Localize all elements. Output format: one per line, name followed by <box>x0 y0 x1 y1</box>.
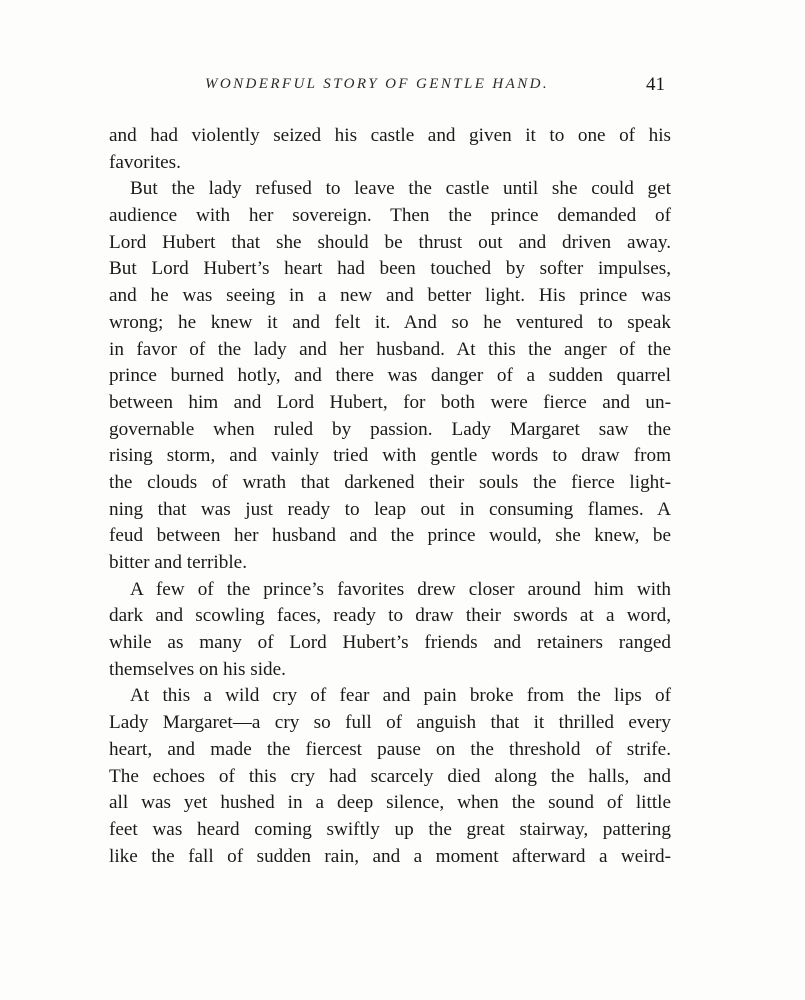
text-line: in favor of the lady and her husband. At this the anger of the <box>109 338 671 360</box>
running-head: WONDERFUL STORY OF GENTLE HAND. <box>205 76 550 92</box>
text-line: At this a wild cry of fear and pain broke from the lips of <box>130 685 671 707</box>
text-line: feet was heard coming swiftly up the great stairway, pattering <box>109 818 671 840</box>
text-line: ning that was just ready to leap out in consuming flames. A <box>109 498 671 520</box>
text-line: while as many of Lord Hubert’s friends and retainers ranged <box>109 632 671 654</box>
text-line: the clouds of wrath that darkened their souls the fierce light- <box>109 471 671 493</box>
text-line: governable when ruled by passion. Lady Margaret saw the <box>109 418 671 440</box>
text-line: like the fall of sudden rain, and a moment afterward a weird- <box>109 845 671 867</box>
page-header <box>205 76 665 104</box>
body-text <box>109 123 671 870</box>
text-line: bitter and terrible. <box>109 552 247 573</box>
text-line: feud between her husband and the prince would, she knew, be <box>109 525 671 547</box>
text-line: between him and Lord Hubert, for both were fierce and un- <box>109 391 671 413</box>
text-line: favorites. <box>109 151 181 173</box>
text-line: But the lady refused to leave the castle until she could get <box>130 178 671 200</box>
text-line: themselves on his side. <box>109 658 286 680</box>
text-line: dark and scowling faces, ready to draw their swords at a word, <box>109 605 671 627</box>
text-line: wrong; he knew it and felt it. And so he ventured to speak <box>109 311 671 333</box>
text-line: Lady Margaret—a cry so full of anguish that it thrilled every <box>109 712 671 734</box>
text-line: heart, and made the fiercest pause on the threshold of strife. <box>109 738 671 760</box>
text-line: The echoes of this cry had scarcely died along the halls, and <box>109 765 671 787</box>
text-line: and had violently seized his castle and given it to one of his <box>109 125 671 146</box>
text-line: all was yet hushed in a deep silence, when the sound of little <box>109 792 671 814</box>
page-number: 41 <box>646 74 665 95</box>
text-line: audience with her sovereign. Then the prince demanded of <box>109 205 671 227</box>
text-line: Lord Hubert that she should be thrust out and driven away. <box>109 231 671 253</box>
text-line: and he was seeing in a new and better light. His prince was <box>109 285 671 307</box>
text-line: But Lord Hubert’s heart had been touched by softer impulses, <box>109 258 671 280</box>
text-line: rising storm, and vainly tried with gentle words to draw from <box>109 445 671 467</box>
text-line: prince burned hotly, and there was danger of a sudden quarrel <box>109 365 671 387</box>
text-line: A few of the prince’s favorites drew closer around him with <box>130 578 671 600</box>
